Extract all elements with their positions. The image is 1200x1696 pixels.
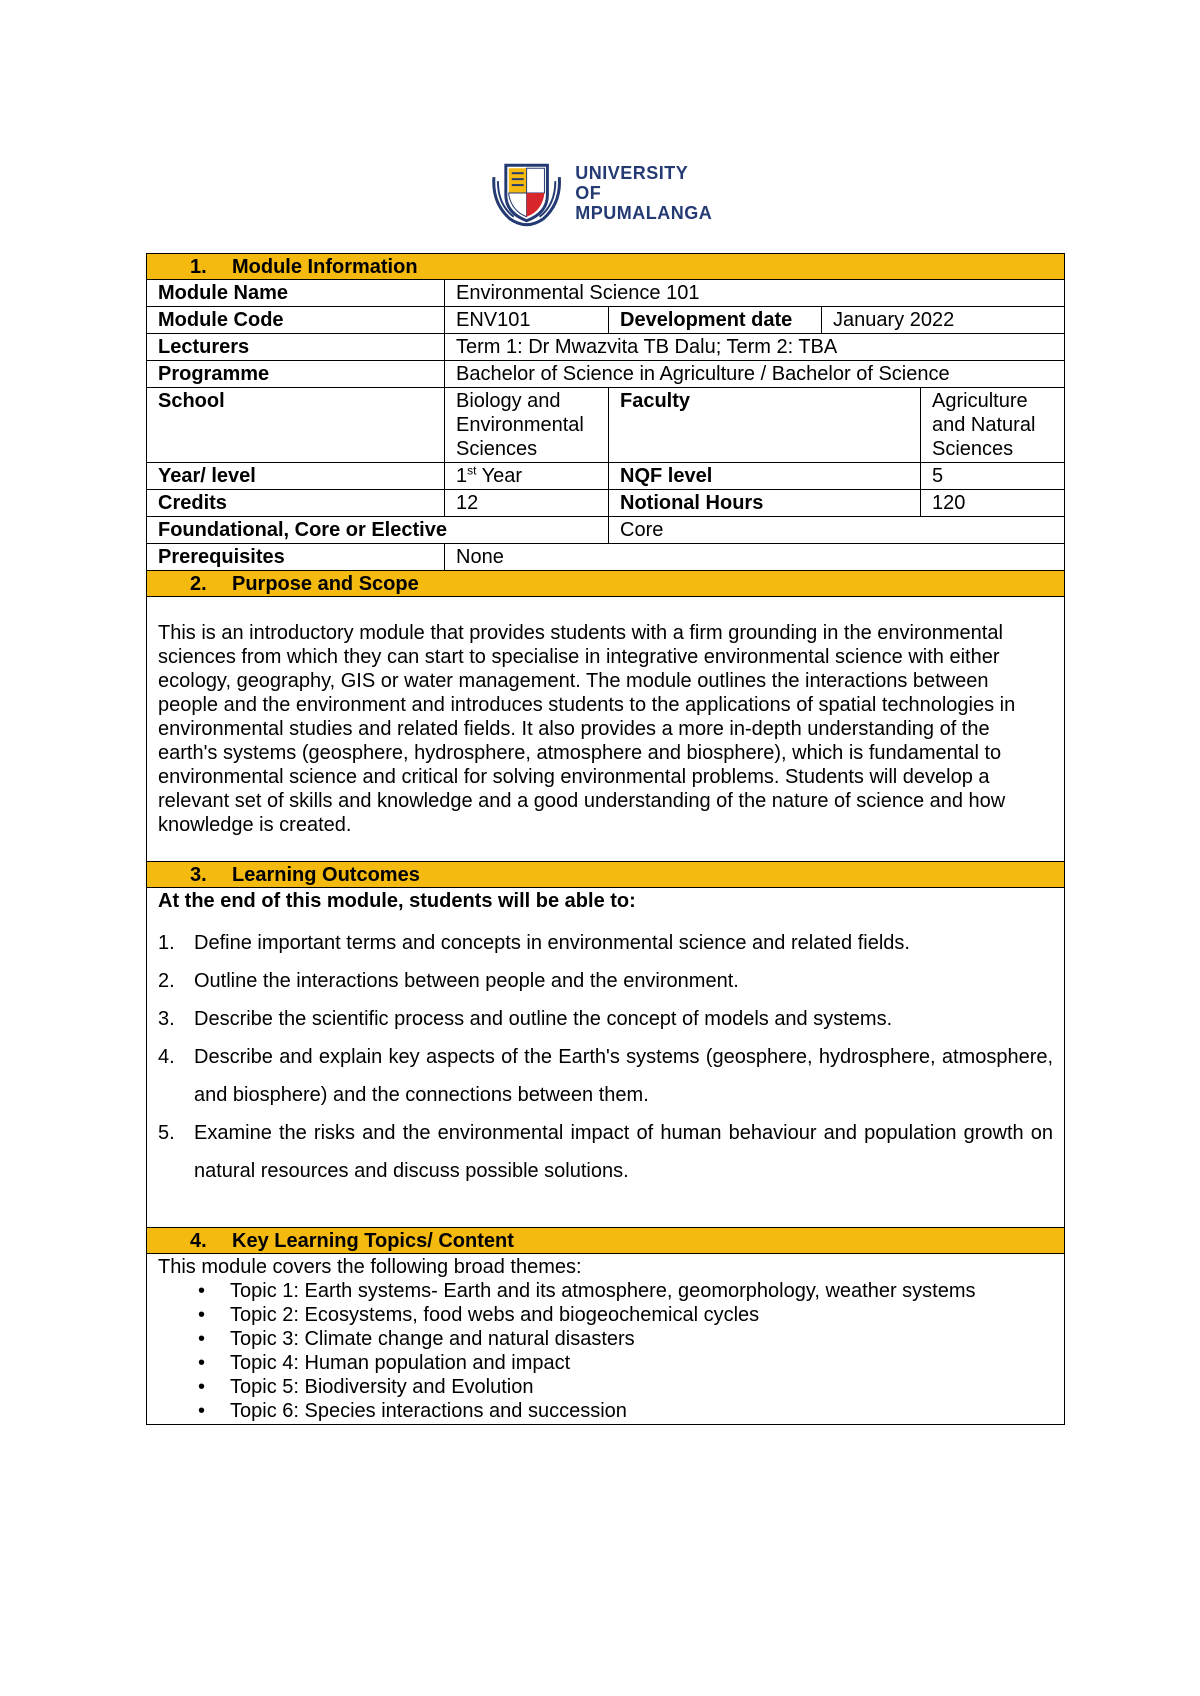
outcome-number: 5.	[158, 1122, 175, 1144]
module-code-label: Module Code	[147, 307, 445, 334]
section-1-title: Module Information	[232, 256, 418, 278]
learning-outcomes-cell	[147, 888, 1065, 1228]
programme-label: Programme	[147, 361, 445, 388]
notional-hours-value: 120	[921, 490, 1065, 517]
section-4-header	[147, 1228, 1065, 1254]
lecturers-label: Lecturers	[147, 334, 445, 361]
row-module-code	[147, 307, 1065, 334]
row-programme	[147, 361, 1065, 388]
logo-line-2: MPUMALANGA	[575, 203, 713, 223]
prerequisites-value: None	[445, 544, 1065, 571]
nqf-level-label: NQF level	[609, 463, 921, 490]
section-1-header	[147, 254, 1065, 280]
year-level-label: Year/ level	[147, 463, 445, 490]
key-topics-cell	[147, 1254, 1065, 1425]
notional-hours-label: Notional Hours	[609, 490, 921, 517]
row-credits	[147, 490, 1065, 517]
shield-emblem-icon	[488, 155, 565, 231]
outcome-item	[158, 1000, 1053, 1038]
module-name-value: Environmental Science 101	[445, 280, 1065, 307]
topic-item: • Topic 6: Species interactions and succession	[198, 1399, 1053, 1423]
row-module-name	[147, 280, 1065, 307]
school-label: School	[147, 388, 445, 463]
outcome-text: Describe the scientific process and outline the concept of models and systems.	[194, 1008, 893, 1030]
module-name-label: Module Name	[147, 280, 445, 307]
section-4-number: 4.	[190, 1230, 207, 1252]
module-document	[146, 253, 1064, 1425]
module-table	[146, 253, 1065, 1425]
section-3-number: 3.	[190, 864, 207, 886]
row-lecturers	[147, 334, 1065, 361]
row-key-topics	[147, 1254, 1065, 1425]
faculty-label: Faculty	[609, 388, 921, 463]
outcome-number: 3.	[158, 1008, 175, 1030]
outcomes-intro: At the end of this module, students will be able to:	[158, 890, 636, 912]
university-name	[575, 163, 718, 223]
row-prerequisites	[147, 544, 1065, 571]
section-2-number: 2.	[190, 573, 207, 595]
university-logo	[488, 148, 718, 238]
year-level-word: Year	[476, 465, 523, 487]
year-level-number: 1	[456, 465, 468, 487]
programme-value: Bachelor of Science in Agriculture / Bachelor of Science	[445, 361, 1065, 388]
outcome-item	[158, 1038, 1053, 1114]
section-4-title: Key Learning Topics/ Content	[232, 1230, 514, 1252]
lecturers-value: Term 1: Dr Mwazvita TB Dalu; Term 2: TBA	[445, 334, 1065, 361]
year-level-value	[445, 463, 609, 490]
outcome-item	[158, 962, 1053, 1000]
fce-value: Core	[609, 517, 1065, 544]
outcome-item	[158, 924, 1053, 962]
topic-item: • Topic 1: Earth systems- Earth and its atmosphere, geomorphology, weather systems	[198, 1279, 1053, 1303]
topic-item: • Topic 5: Biodiversity and Evolution	[198, 1375, 1053, 1399]
section-3-title: Learning Outcomes	[232, 864, 420, 886]
outcome-number: 1.	[158, 932, 175, 954]
development-date-value: January 2022	[822, 307, 1065, 334]
topics-intro: This module covers the following broad themes:	[158, 1256, 582, 1278]
section-2-header	[147, 571, 1065, 597]
row-foundational-core-elective	[147, 517, 1065, 544]
section-3-header	[147, 862, 1065, 888]
purpose-text: This is an introductory module that provides students with a firm grounding in the environmental sciences from which they can start to specialise in integrative environmental science with either ecology, geography, GIS or water management. The module outlines the interactions between people and the environment and introduces students to the applications of spatial technologies in environmental studies and related fields. It also provides a more in-depth understanding of the earth's systems (geosphere, hydrosphere, atmosphere and biosphere), which is fundamental to environmental science and critical for solving environmental problems. Students will develop a relevant set of skills and knowledge and a good understanding of the nature of science and how knowledge is created.	[147, 597, 1065, 862]
row-year-level	[147, 463, 1065, 490]
topic-item: • Topic 3: Climate change and natural disasters	[198, 1327, 1053, 1351]
nqf-level-value: 5	[921, 463, 1065, 490]
outcome-text: Outline the interactions between people and the environment.	[194, 970, 739, 992]
logo-line-1: UNIVERSITY OF	[575, 163, 688, 203]
row-school	[147, 388, 1065, 463]
fce-label: Foundational, Core or Elective	[147, 517, 609, 544]
outcome-text: Define important terms and concepts in environmental science and related fields.	[194, 932, 910, 954]
prerequisites-label: Prerequisites	[147, 544, 445, 571]
section-2-title: Purpose and Scope	[232, 573, 419, 595]
topics-list	[158, 1279, 1053, 1423]
row-learning-outcomes	[147, 888, 1065, 1228]
row-purpose-text	[147, 597, 1065, 862]
topic-item: • Topic 4: Human population and impact	[198, 1351, 1053, 1375]
faculty-value: Agriculture and Natural Sciences	[921, 388, 1065, 463]
outcomes-list	[158, 924, 1053, 1226]
school-value: Biology and Environmental Sciences	[445, 388, 609, 463]
section-1-number: 1.	[190, 256, 207, 278]
module-code-value: ENV101	[445, 307, 609, 334]
outcome-number: 2.	[158, 970, 175, 992]
year-level-suffix: st	[467, 463, 477, 478]
credits-value: 12	[445, 490, 609, 517]
outcome-text: Examine the risks and the environmental impact of human behaviour and population growth on natural resources and discuss possible solutions.	[194, 1122, 1054, 1182]
development-date-label: Development date	[609, 307, 822, 334]
outcome-text: Describe and explain key aspects of the Earth's systems (geosphere, hydrosphere, atmosphere, and biosphere) and the connections between them.	[194, 1046, 1054, 1106]
topic-item: • Topic 2: Ecosystems, food webs and biogeochemical cycles	[198, 1303, 1053, 1327]
outcome-number: 4.	[158, 1046, 175, 1068]
outcome-item	[158, 1114, 1053, 1190]
credits-label: Credits	[147, 490, 445, 517]
